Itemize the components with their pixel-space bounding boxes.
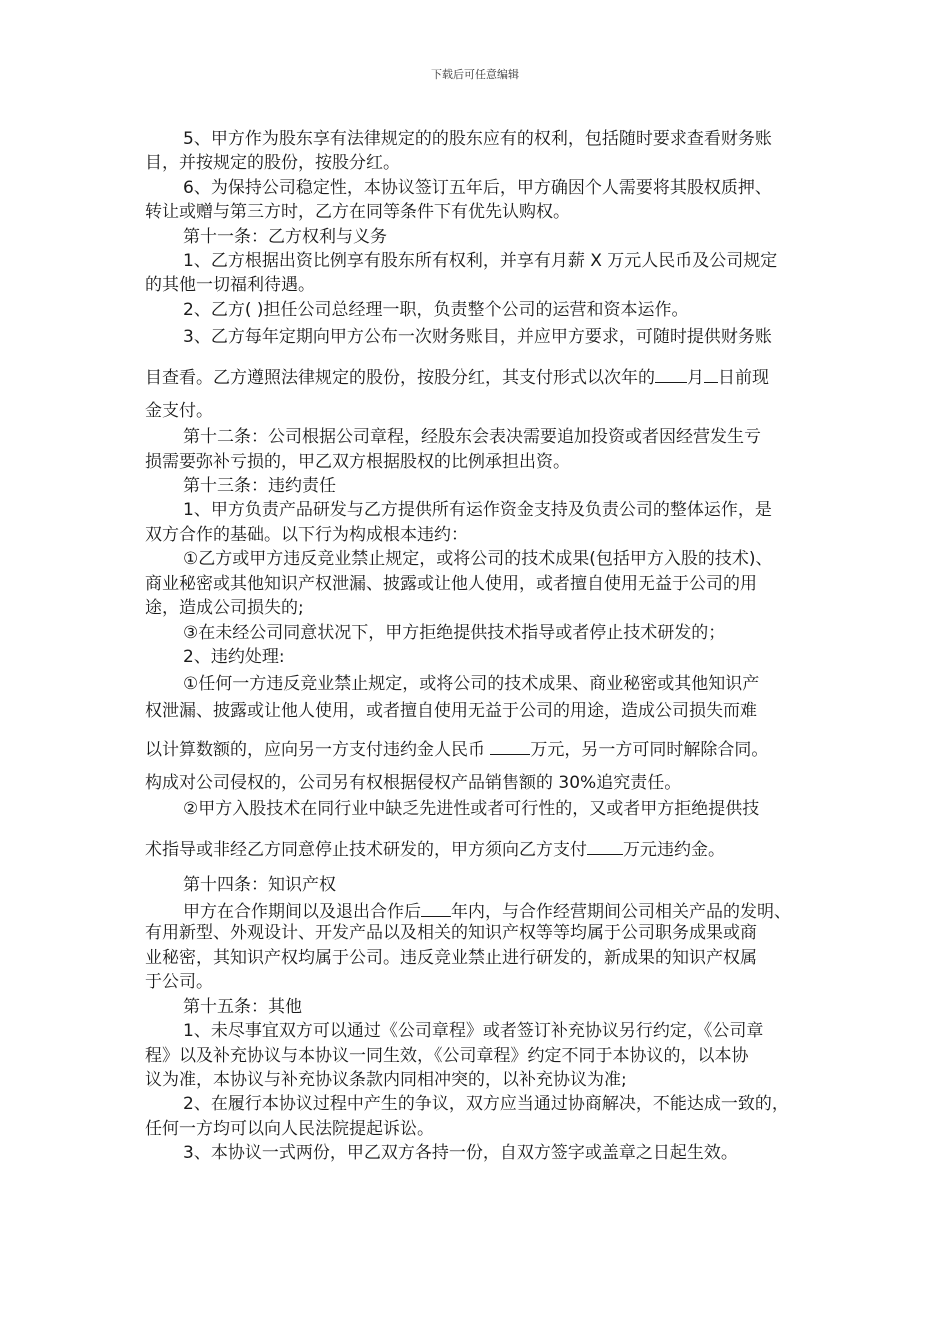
paragraph-line: 2、违约处理: [183, 647, 285, 667]
section-heading: 第十四条：知识产权 [183, 875, 336, 895]
paragraph-line: 构成对公司侵权的，公司另有权根据侵权产品销售额的 30%追究责任。 [145, 773, 682, 793]
paragraph-line: 3、本协议一式两份，甲乙双方各持一份，自双方签字或盖章之日起生效。 [183, 1143, 738, 1163]
paragraph-line: ②甲方入股技术在同行业中缺乏先进性或者可行性的，又或者甲方拒绝提供技 [183, 799, 760, 819]
paragraph-line: 5、甲方作为股东享有法律规定的的股东应有的权利，包括随时要求查看财务账 [183, 129, 772, 149]
paragraph-line: 损需要弥补亏损的，甲乙双方根据股权的比例承担出资。 [145, 452, 570, 472]
text-run: 日前现 [718, 368, 769, 388]
text-run: 年内，与合作经营期间公司相关产品的发明、 [451, 902, 791, 922]
paragraph-line: 转让或赠与第三方时，乙方在同等条件下有优先认购权。 [145, 202, 570, 222]
paragraph-line: 途，造成公司损失的; [145, 598, 304, 618]
paragraph-line: 1、甲方负责产品研发与乙方提供所有运作资金支持及负责公司的整体运作，是 [183, 500, 772, 520]
paragraph-line: 程》以及补充协议与本协议一同生效，《公司章程》约定不同于本协议的，以本协 [145, 1046, 749, 1066]
paragraph-line [145, 836, 725, 861]
paragraph-line: 1、未尽事宜双方可以通过《公司章程》或者签订补充协议另行约定，《公司章 [183, 1021, 764, 1041]
paragraph-line: 于公司。 [145, 972, 213, 992]
page-header: 下载后可任意编辑 [431, 68, 519, 81]
paragraph-line: 权泄漏、披露或让他人使用，或者擅自使用无益于公司的用途，造成公司损失而难 [145, 701, 757, 721]
blank-underline [587, 836, 623, 855]
paragraph-line: 的其他一切福利待遇。 [145, 275, 315, 295]
section-heading: 第十三条：违约责任 [183, 476, 336, 496]
paragraph-line: 业秘密，其知识产权均属于公司。违反竞业禁止进行研发的，新成果的知识产权属 [145, 948, 757, 968]
paragraph-line [145, 736, 768, 761]
text-run: 月 [687, 368, 704, 388]
blank-underline [421, 898, 451, 917]
paragraph-line: 3、乙方每年定期向甲方公布一次财务账目，并应甲方要求，可随时提供财务账 [183, 327, 772, 347]
text-run: 万元，另一方可同时解除合同。 [530, 740, 769, 760]
section-heading: 第十一条：乙方权利与义务 [183, 227, 387, 247]
paragraph-line: 议为准，本协议与补充协议条款内同相冲突的，以补充协议为准; [145, 1070, 627, 1090]
paragraph-line: 有用新型、外观设计、开发产品以及相关的知识产权等等均属于公司职务成果或商 [145, 923, 757, 943]
paragraph-line: 双方合作的基础。以下行为构成根本违约： [145, 525, 468, 545]
paragraph-line: ③在未经公司同意状况下，甲方拒绝提供技术指导或者停止技术研发的； [183, 623, 726, 643]
text-run: 万元违约金。 [623, 840, 725, 860]
text-run: 术指导或非经乙方同意停止技术研发的，甲方须向乙方支付 [145, 840, 587, 860]
paragraph-line: 目，并按规定的股份，按股分红。 [145, 153, 400, 173]
paragraph-line: 2、在履行本协议过程中产生的争议，双方应当通过协商解决，不能达成一致的， [183, 1094, 789, 1114]
text-run: 甲方在合作期间以及退出合作后 [183, 902, 421, 922]
paragraph-line: 6、为保持公司稳定性，本协议签订五年后，甲方确因个人需要将其股权质押、 [183, 178, 772, 198]
paragraph-line: 任何一方均可以向人民法院提起诉讼。 [145, 1119, 434, 1139]
section-heading: 第十五条：其他 [183, 997, 302, 1017]
text-run: 以计算数额的，应向另一方支付违约金人民币 [145, 740, 491, 760]
paragraph-line: ①任何一方违反竞业禁止规定，或将公司的技术成果、商业秘密或其他知识产 [183, 674, 760, 694]
paragraph-line: ①乙方或甲方违反竞业禁止规定，或将公司的技术成果(包括甲方入股的技术)、 [183, 549, 773, 569]
paragraph-line: 金支付。 [145, 401, 213, 421]
blank-underline [490, 736, 530, 755]
section-heading: 第十二条：公司根据公司章程，经股东会表决需要追加投资或者因经营发生亏 [183, 427, 761, 447]
paragraph-line: 商业秘密或其他知识产权泄漏、披露或让他人使用，或者擅自使用无益于公司的用 [145, 574, 757, 594]
paragraph-line [183, 898, 791, 923]
paragraph-line [145, 364, 769, 389]
blank-underline [655, 364, 687, 383]
paragraph-line: 1、乙方根据出资比例享有股东所有权利，并享有月薪 X 万元人民币及公司规定 [183, 251, 778, 271]
blank-underline [704, 364, 718, 383]
paragraph-line: 2、乙方( )担任公司总经理一职，负责整个公司的运营和资本运作。 [183, 300, 689, 320]
text-run: 目查看。乙方遵照法律规定的股份，按股分红，其支付形式以次年的 [145, 368, 655, 388]
